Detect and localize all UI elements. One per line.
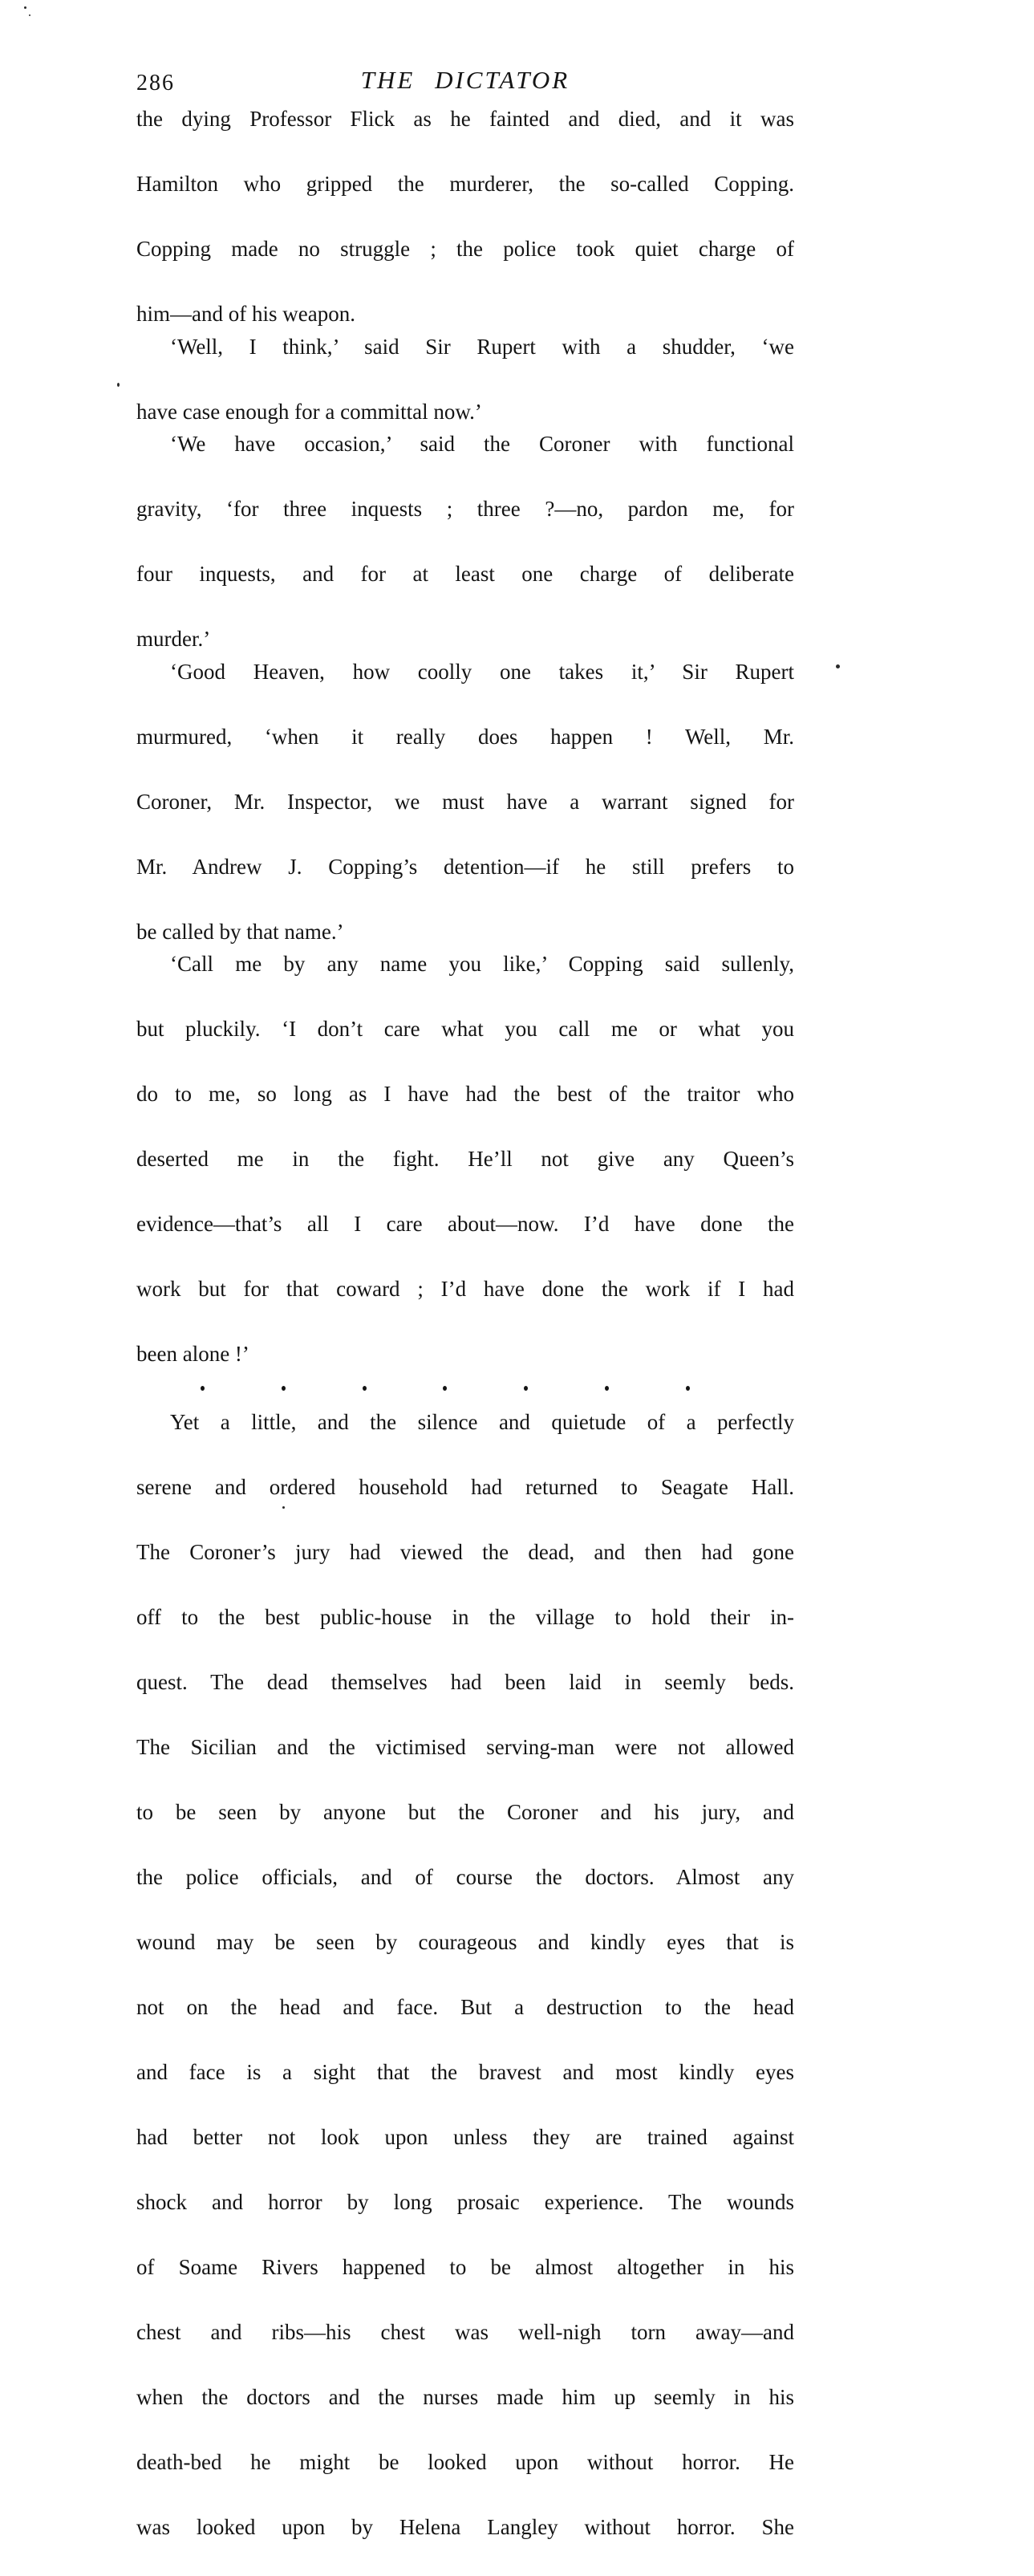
text-line: but pluckily. ‘I don’t care what you call me or what you [136,1017,794,1041]
text-line: ‘Good Heaven, how coolly one takes it,’ Sir Rupert [170,659,794,684]
scan-speck [836,664,840,668]
text-line: four inquests, and for at least one charge of deliberate [136,562,794,586]
scan-speck [117,383,120,387]
page-title: THE DICTATOR [360,66,570,94]
text-line: Coroner, Mr. Inspector, we must have a warrant signed for [136,789,794,814]
text-line: and face is a sight that the bravest and most kindly eyes [136,2059,794,2084]
text-line: Copping made no struggle ; the police took quiet charge of [136,237,794,261]
paragraph [136,948,794,1371]
text-line: to be seen by anyone but the Coroner and his jury, and [136,1799,794,1824]
text-line: have case enough for a committal now.’ [136,399,482,424]
text-line: of Soame Rivers happened to be almost altogether in his [136,2254,794,2279]
text-line: off to the best public-house in the village to hold their in- [136,1604,794,1629]
scan-speck [29,14,30,16]
text-line: the police officials, and of course the doctors. Almost any [136,1864,794,1889]
text-line: been alone !’ [136,1342,249,1366]
scan-speck [24,6,26,9]
text-line: Hamilton who gripped the murderer, the so-called Copping. [136,172,794,196]
text-line: work but for that coward ; I’d have done the work if I had [136,1277,794,1301]
running-header [136,66,794,98]
text-line: deserted me in the fight. He’ll not give any Queen’s [136,1147,794,1171]
text-line: Yet a little, and the silence and quietude of a perfectly [170,1409,794,1434]
text-line: was looked upon by Helena Langley without horror. She [136,2514,794,2539]
text-line: gravity, ‘for three inquests ; three ?—no, pardon me, for [136,497,794,521]
separator-dot [201,1386,205,1391]
text-line: shock and horror by long prosaic experience. The wounds [136,2189,794,2214]
text-line: when the doctors and the nurses made him up seemly in his [136,2384,794,2409]
separator-dot [524,1386,528,1391]
text-line: chest and ribs—his chest was well-nigh torn away—and [136,2319,794,2344]
page-number: 286 [136,71,175,95]
text-line: not on the head and face. But a destruction to the head [136,1994,794,2019]
text-line: death-bed he might be looked upon without horror. He [136,2449,794,2474]
text-line: him—and of his weapon. [136,302,355,326]
text-line: The Sicilian and the victimised serving-man were not allowed [136,1734,794,1759]
text-line: quest. The dead themselves had been laid in seemly beds. [136,1669,794,1694]
text-line: ‘We have occasion,’ said the Coroner with functional [170,432,794,456]
text-line: murder.’ [136,627,211,651]
separator-dot [686,1386,690,1391]
section-separator [201,1371,690,1406]
text-line: had better not look upon unless they are trained against [136,2124,794,2149]
paragraph [136,656,794,949]
text-line: serene and ordered household had returned to Seagate Hall. [136,1474,794,1499]
text-line: ‘Call me by any name you like,’ Copping said sullenly, [170,952,794,976]
paragraph [136,331,794,429]
paragraph [136,103,794,331]
text-line: Mr. Andrew J. Copping’s detention—if he still prefers to [136,854,794,879]
text-line: The Coroner’s jury had viewed the dead, and then had gone [136,1539,794,1564]
paragraph [136,1406,794,2576]
text-line: murmured, ‘when it really does happen ! Well, Mr. [136,724,794,749]
separator-dot [605,1386,609,1391]
paragraph [136,428,794,656]
text-line: the dying Professor Flick as he fainted and died, and it was [136,107,794,131]
separator-dot [363,1386,367,1391]
page-body [136,103,794,2576]
text-line: evidence—that’s all I care about—now. I’d have done the [136,1212,794,1236]
text-line: do to me, so long as I have had the best of the traitor who [136,1082,794,1106]
text-line: be called by that name.’ [136,919,344,944]
text-line: ‘Well, I think,’ said Sir Rupert with a shudder, ‘we [170,334,794,359]
separator-dot [443,1386,447,1391]
scan-speck [282,1506,285,1509]
separator-dot [282,1386,286,1391]
text-line: wound may be seen by courageous and kindly eyes that is [136,1929,794,1954]
